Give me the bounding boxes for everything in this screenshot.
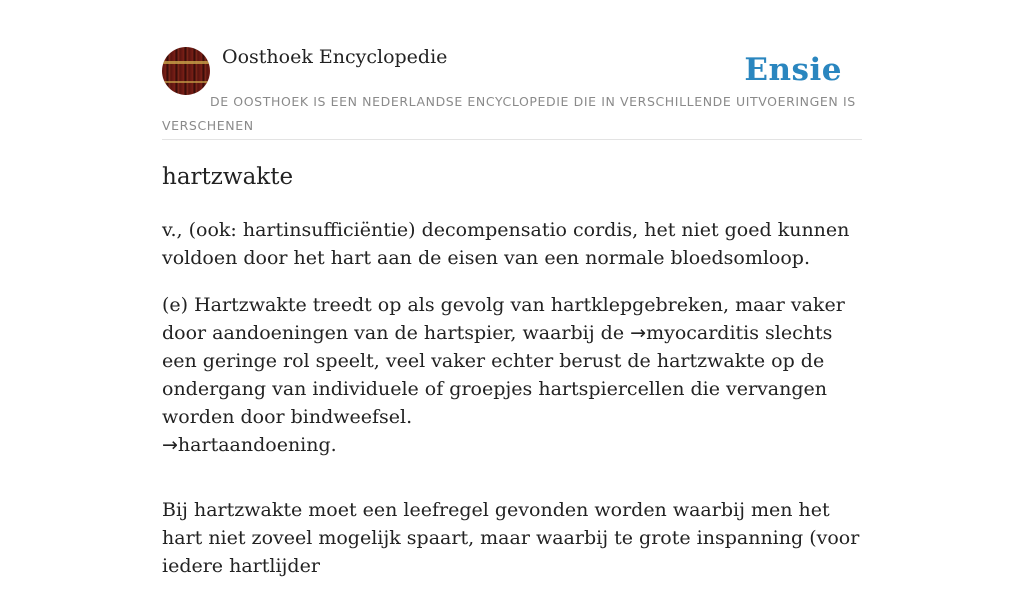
page-container bbox=[162, 0, 862, 577]
link-hartaandoening[interactable]: hartaandoening bbox=[177, 434, 331, 456]
site-tagline: DE OOSTHOEK IS EEN NEDERLANDSE ENCYCLOPEDIE DIE IN VERSCHILLENDE UITVOERINGEN IS VERSCHENEN bbox=[162, 94, 856, 133]
link-arrow-icon: → bbox=[162, 434, 178, 456]
article-body bbox=[162, 216, 862, 599]
article-paragraph: Bij hartzwakte moet een leefregel gevonden worden waarbij men het hart niet zoveel mogelijk spaart, maar waarbij te grote inspanning (voor iedere hartlijder bbox=[162, 499, 860, 577]
paragraph-text: . bbox=[330, 434, 337, 456]
article-title: hartzwakte bbox=[162, 164, 294, 190]
site-name[interactable]: Oosthoek Encyclopedie bbox=[222, 46, 448, 68]
paragraph-text: (e) Hartzwakte treedt op als gevolg van hartklepgebreken, maar vaker door aandoeningen van de hartspier, waarbij de bbox=[162, 294, 845, 344]
brand-logo[interactable]: Ensie bbox=[744, 52, 842, 88]
article-paragraph: v., (ook: hartinsufficiëntie) decompensatio cordis, het niet goed kunnen voldoen door het hart aan de eisen van een normale bloedsomloop. bbox=[162, 219, 850, 269]
article-paragraph bbox=[162, 291, 862, 459]
link-arrow-icon: → bbox=[630, 322, 647, 344]
link-myocarditis[interactable]: myocarditis bbox=[646, 322, 760, 344]
site-header bbox=[162, 0, 862, 140]
paragraph-text: slechts een geringe rol speelt, veel vaker echter berust de hartzwakte op de ondergang van individuele of groepjes hartspiercellen die vervangen worden door bindweefsel. bbox=[162, 322, 833, 428]
site-avatar[interactable] bbox=[162, 47, 210, 95]
